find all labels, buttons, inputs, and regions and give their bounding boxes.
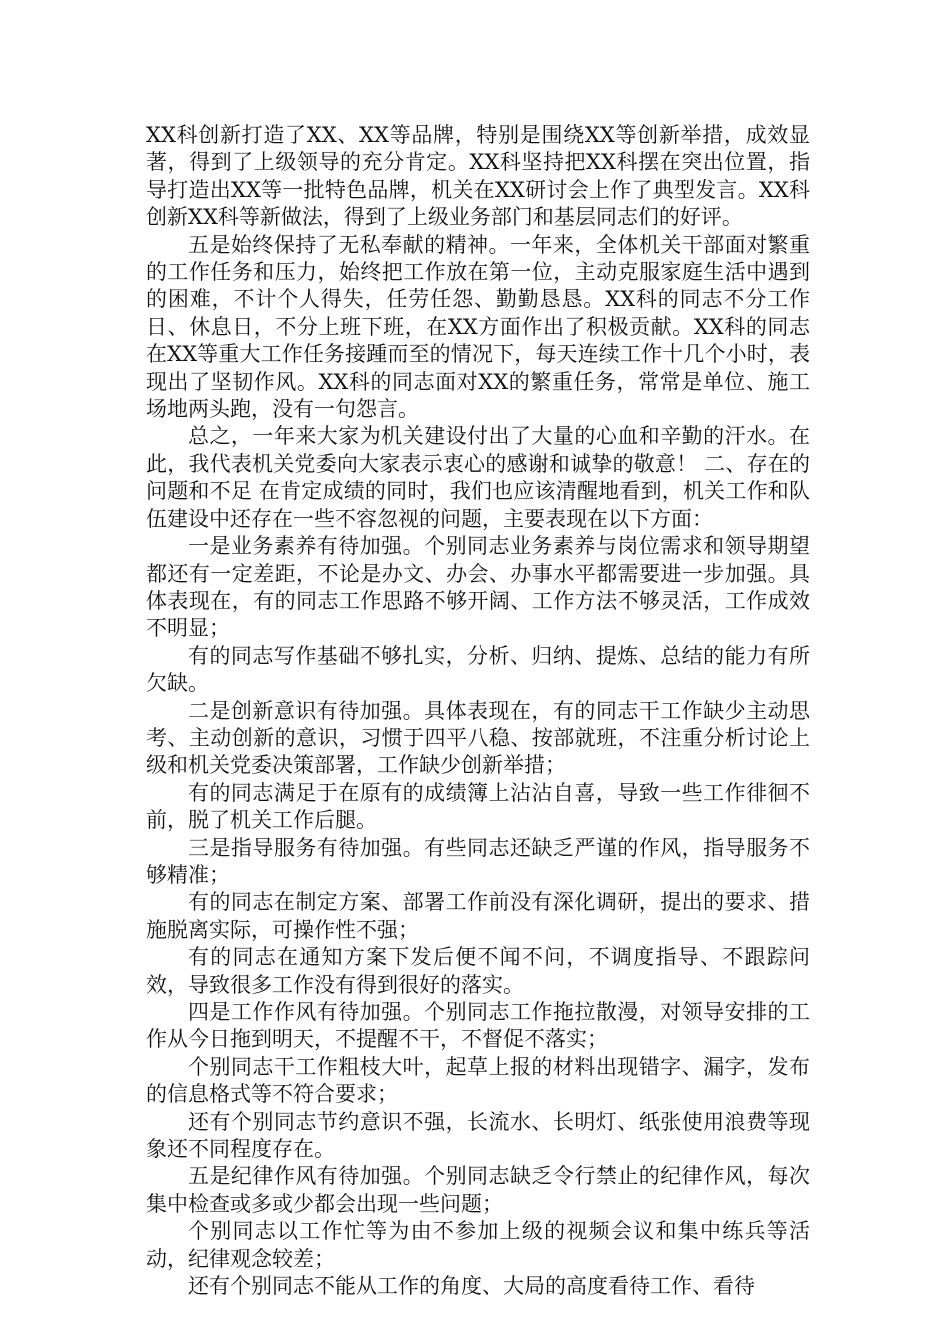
document-page [146, 122, 810, 1300]
paragraph-problem-4-detail-a: 个别同志干工作粗枝大叶，起草上报的材料出现错字、漏字，发布的信息格式等不符合要求； [146, 1054, 810, 1107]
paragraph-problem-5: 五是纪律作风有待加强。个别同志缺乏令行禁止的纪律作风，每次集中检查或多或少都会出现一些问题； [146, 1164, 810, 1216]
paragraph-summary: 总之，一年来大家为机关建设付出了大量的心血和辛勤的汗水。在此，我代表机关党委向大家表示衷心的感谢和诚挚的敬意！ 二、存在的问题和不足 在肯定成绩的同时，我们也应该清醒地看到，机关工作和队伍建设中还存在一些不容忽视的问题，主要表现在以下方面： [146, 424, 810, 531]
paragraph-problem-3-detail-a: 有的同志在制定方案、部署工作前没有深化调研，提出的要求、措施脱离实际，可操作性不强； [146, 890, 810, 942]
paragraph-problem-4-detail-b: 还有个别同志节约意识不强，长流水、长明灯、纸张使用浪费等现象还不同程度存在。 [146, 1109, 810, 1162]
paragraph-problem-3-detail-b: 有的同志在通知方案下发后便不闻不问，不调度指导、不跟踪问效，导致很多工作没有得到很好的落实。 [146, 945, 810, 997]
paragraph-problem-1-detail: 有的同志写作基础不够扎实，分析、归纳、提炼、总结的能力有所欠缺。 [146, 643, 810, 696]
paragraph-problem-1: 一是业务素养有待加强。个别同志业务素养与岗位需求和领导期望都还有一定差距，不论是办文、办会、办事水平都需要进一步加强。具体表现在，有的同志工作思路不够开阔、工作方法不够灵活，工作成效不明显； [146, 534, 810, 641]
paragraph-dedication: 五是始终保持了无私奉献的精神。一年来，全体机关干部面对繁重的工作任务和压力，始终把工作放在第一位，主动克服家庭生活中遇到的困难，不计个人得失，任劳任怨、勤勤恳恳。XX科的同志不分工作日、休息日，不分上班下班，在XX方面作出了积极贡献。XX科的同志在XX等重大工作任务接踵而至的情况下，每天连续工作十几个小时，表现出了坚韧作风。XX科的同志面对XX的繁重任务，常常是单位、施工场地两头跑，没有一句怨言。 [146, 232, 810, 422]
paragraph-problem-5-detail-a: 个别同志以工作忙等为由不参加上级的视频会议和集中练兵等活动，纪律观念较差； [146, 1219, 810, 1271]
paragraph-problem-4: 四是工作作风有待加强。个别同志工作拖拉散漫，对领导安排的工作从今日拖到明天，不提醒不干，不督促不落实； [146, 1000, 810, 1052]
paragraph-problem-3: 三是指导服务有待加强。有些同志还缺乏严谨的作风，指导服务不够精准； [146, 835, 810, 887]
paragraph-problem-2-detail: 有的同志满足于在原有的成绩簿上沾沾自喜，导致一些工作徘徊不前，脱了机关工作后腿。 [146, 780, 810, 833]
paragraph-problem-5-detail-b: 还有个别同志不能从工作的角度、大局的高度看待工作、看待 [188, 1274, 755, 1299]
paragraph-achievements-continued: XX科创新打造了XX、XX等品牌，特别是围绕XX等创新举措，成效显著，得到了上级领导的充分肯定。XX科坚持把XX科摆在突出位置，指导打造出XX等一批特色品牌，机关在XX研讨会上作了典型发言。XX科创新XX科等新做法，得到了上级业务部门和基层同志们的好评。 [146, 123, 810, 230]
paragraph-problem-2: 二是创新意识有待加强。具体表现在，有的同志干工作缺少主动思考、主动创新的意识，习惯于四平八稳、按部就班，不注重分析讨论上级和机关党委决策部署，工作缺少创新举措； [146, 698, 810, 778]
